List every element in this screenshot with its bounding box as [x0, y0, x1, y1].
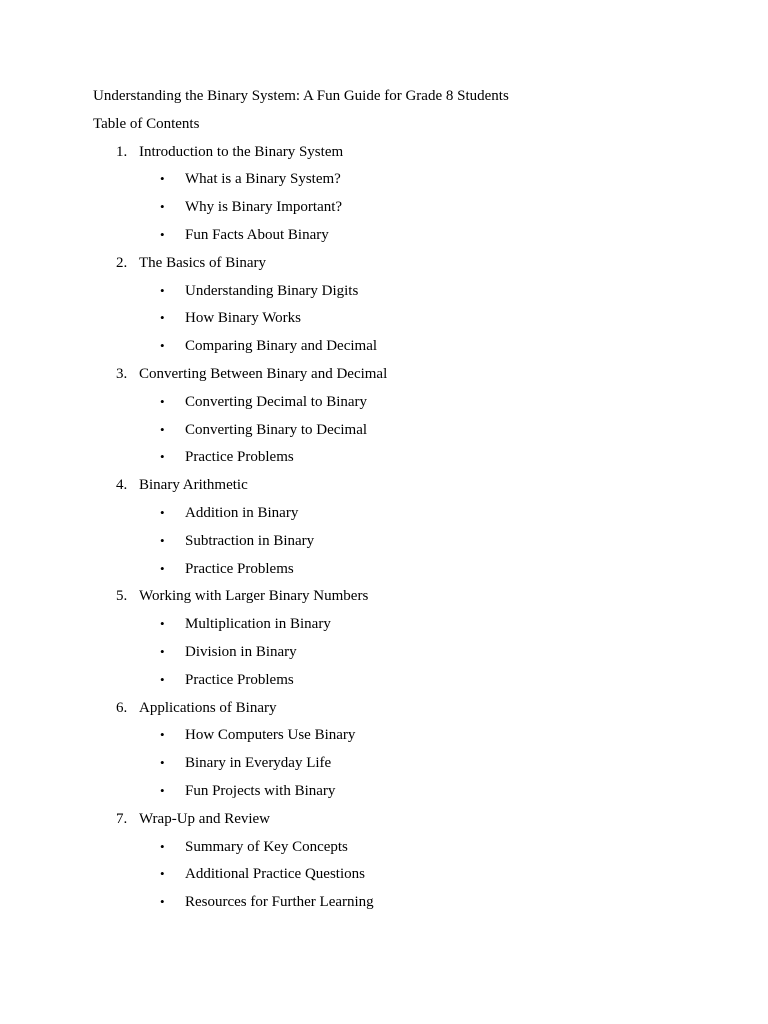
- bullet-icon: •: [160, 894, 165, 910]
- toc-item: [93, 392, 693, 420]
- toc-item-label: Additional Practice Questions: [185, 866, 365, 883]
- bullet-icon: •: [160, 838, 165, 854]
- toc-section: [93, 586, 693, 697]
- document-title: Understanding the Binary System: A Fun Guide for Grade 8 Students: [93, 88, 509, 104]
- bullet-icon: •: [160, 421, 165, 437]
- section-number: 5.: [116, 588, 128, 605]
- toc-item: [93, 781, 693, 809]
- section-title: Binary Arithmetic: [139, 477, 248, 494]
- toc-item-label: Fun Facts About Binary: [185, 226, 329, 243]
- toc-item-label: Summary of Key Concepts: [185, 838, 348, 855]
- toc-item-label: Understanding Binary Digits: [185, 282, 359, 299]
- section-number: 7.: [116, 810, 128, 827]
- bullet-icon: •: [160, 504, 165, 520]
- section-number: 4.: [116, 477, 128, 494]
- toc-item: [93, 281, 693, 309]
- toc-item: [93, 753, 693, 781]
- toc-item: [93, 420, 693, 448]
- toc-section-heading: [93, 253, 693, 281]
- toc-section: [93, 142, 693, 253]
- section-number: 2.: [116, 254, 128, 271]
- bullet-icon: •: [160, 282, 165, 298]
- toc-item-label: Subtraction in Binary: [185, 532, 315, 549]
- document-page: [93, 86, 693, 920]
- toc-section-heading: [93, 809, 693, 837]
- section-number: 3.: [116, 365, 128, 382]
- toc-item: [93, 447, 693, 475]
- bullet-icon: •: [160, 226, 165, 242]
- toc-item: [93, 197, 693, 225]
- toc-section-heading: [93, 475, 693, 503]
- bullet-icon: •: [160, 449, 165, 465]
- bullet-icon: •: [160, 755, 165, 771]
- section-number: 1.: [116, 143, 128, 160]
- bullet-icon: •: [160, 199, 165, 215]
- toc-item-label: Resources for Further Learning: [185, 894, 374, 911]
- bullet-icon: •: [160, 310, 165, 326]
- toc-item: [93, 864, 693, 892]
- bullet-icon: •: [160, 643, 165, 659]
- toc-item-label: Addition in Binary: [185, 504, 299, 521]
- section-title: The Basics of Binary: [139, 254, 267, 271]
- section-title: Introduction to the Binary System: [139, 143, 344, 160]
- toc-item: [93, 503, 693, 531]
- toc-section-heading: [93, 698, 693, 726]
- toc-heading: Table of Contents: [93, 115, 200, 132]
- toc-item: [93, 531, 693, 559]
- toc-section-heading: [93, 586, 693, 614]
- toc-item-label: Multiplication in Binary: [185, 616, 331, 633]
- toc-item: [93, 308, 693, 336]
- section-title: Working with Larger Binary Numbers: [139, 588, 369, 605]
- section-title: Wrap-Up and Review: [139, 810, 271, 827]
- toc-item-label: Fun Projects with Binary: [185, 782, 336, 799]
- toc-item: [93, 169, 693, 197]
- toc-item-label: What is a Binary System?: [185, 171, 341, 188]
- section-title: Applications of Binary: [139, 699, 277, 716]
- toc-item: [93, 837, 693, 865]
- section-title: Converting Between Binary and Decimal: [139, 365, 388, 382]
- bullet-icon: •: [160, 171, 165, 187]
- toc-item-label: Practice Problems: [185, 671, 294, 688]
- toc-item-label: Binary in Everyday Life: [185, 755, 332, 772]
- toc-section-heading: [93, 364, 693, 392]
- bullet-icon: •: [160, 532, 165, 548]
- bullet-icon: •: [160, 782, 165, 798]
- bullet-icon: •: [160, 616, 165, 632]
- bullet-icon: •: [160, 866, 165, 882]
- toc-section-heading: [93, 142, 693, 170]
- toc-item: [93, 642, 693, 670]
- toc-item-label: Division in Binary: [185, 643, 297, 660]
- toc-item-label: How Binary Works: [185, 310, 302, 327]
- toc-section: [93, 698, 693, 809]
- toc-item-label: Comparing Binary and Decimal: [185, 338, 378, 355]
- toc-item: [93, 725, 693, 753]
- toc-item: [93, 892, 693, 920]
- toc-item-label: Converting Binary to Decimal: [185, 421, 368, 438]
- toc-section: [93, 364, 693, 475]
- table-of-contents: [93, 142, 693, 920]
- toc-item: [93, 225, 693, 253]
- section-number: 6.: [116, 699, 128, 716]
- toc-section: [93, 475, 693, 586]
- toc-item-label: Why is Binary Important?: [185, 199, 343, 216]
- bullet-icon: •: [160, 727, 165, 743]
- toc-section: [93, 253, 693, 364]
- toc-item-label: Converting Decimal to Binary: [185, 393, 368, 410]
- bullet-icon: •: [160, 671, 165, 687]
- toc-item-label: How Computers Use Binary: [185, 727, 356, 744]
- toc-item: [93, 559, 693, 587]
- bullet-icon: •: [160, 393, 165, 409]
- toc-item-label: Practice Problems: [185, 560, 294, 577]
- toc-section: [93, 809, 693, 920]
- toc-item: [93, 614, 693, 642]
- toc-item-label: Practice Problems: [185, 449, 294, 466]
- bullet-icon: •: [160, 338, 165, 354]
- toc-item: [93, 336, 693, 364]
- toc-item: [93, 670, 693, 698]
- bullet-icon: •: [160, 560, 165, 576]
